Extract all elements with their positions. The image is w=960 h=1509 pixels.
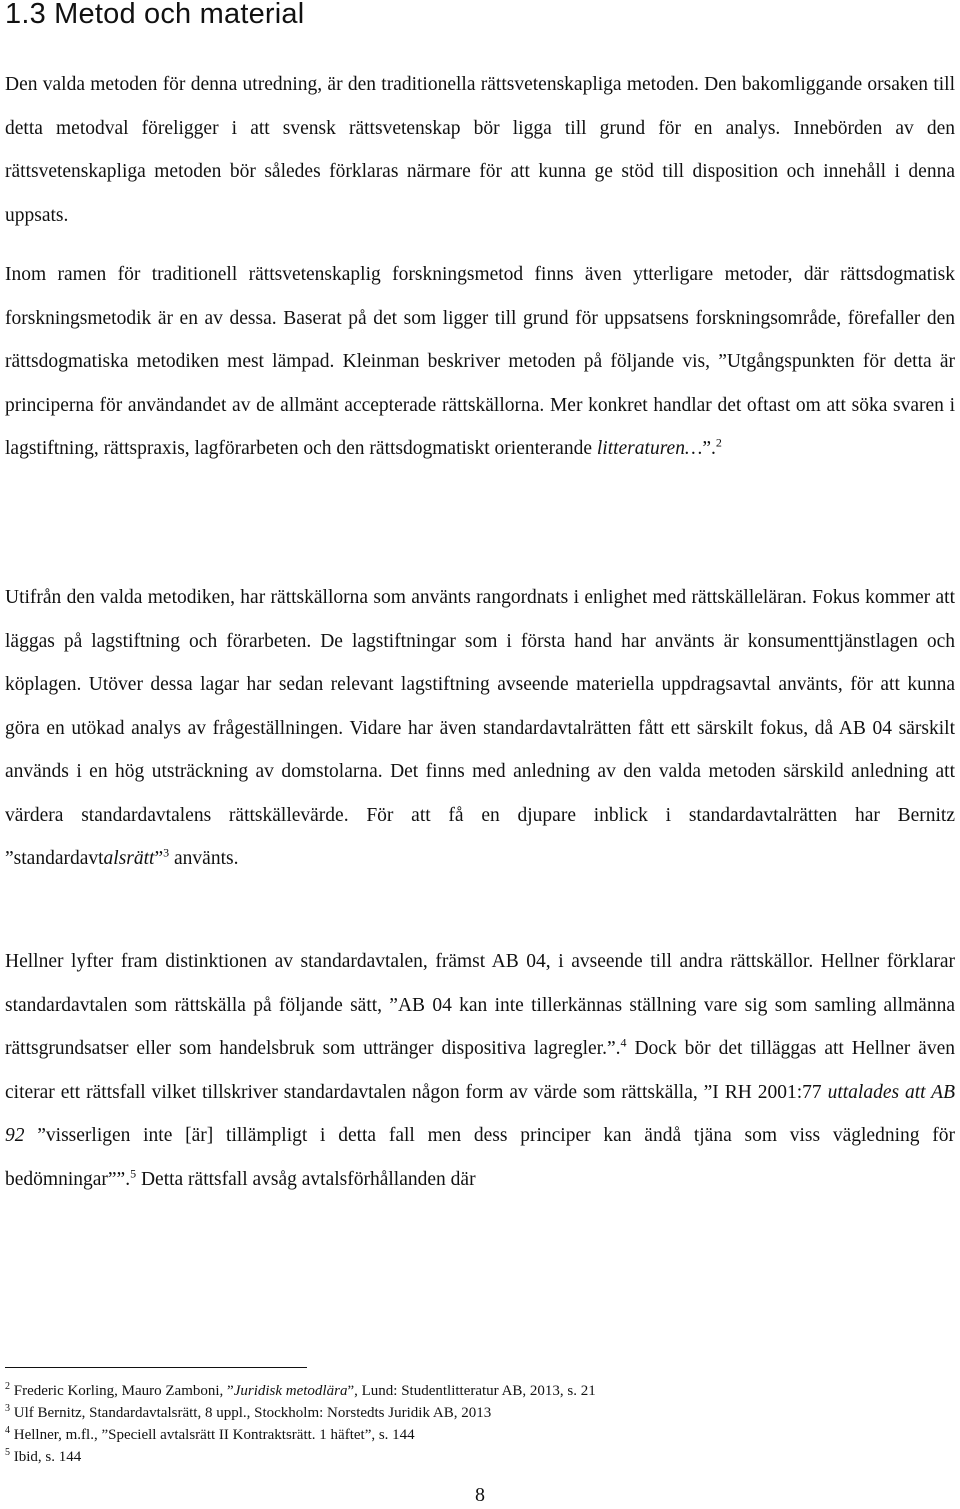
paragraph-4	[5, 940, 955, 1201]
paragraph-3-italic: alsrätt	[103, 848, 155, 869]
footnote-2	[5, 1380, 955, 1402]
footnote-ref-4[interactable]: 4	[620, 1035, 627, 1050]
paragraph-4-text-2: Dock bör det tilläggas att Hellner även citerar ett rättsfall vilket tillskriver standardavtalen någon form av värde som rättskälla, ”I RH 2001:77	[5, 1038, 955, 1103]
footnote-number: 2	[5, 1381, 10, 1392]
paragraph-1: Den valda metoden för denna utredning, är den traditionella rättsvetenskapliga metoden. Den bakomliggande orsaken till detta metodval föreligger i att svensk rättsvetenskap bör ligga till grund för en analys. Innebörden av den rättsvetenskapliga metoden bör således förklaras närmare för att kunna ge stöd till disposition och innehåll i denna uppsats.	[5, 74, 955, 226]
paragraph-3-quote-end: ”	[154, 848, 164, 869]
footnote-number: 4	[5, 1425, 10, 1436]
footnote-number: 5	[5, 1447, 10, 1458]
paragraph-4-tail: Detta rättsfall avsåg avtalsförhållanden där	[136, 1168, 476, 1190]
footnote-text: Ibid, s. 144	[10, 1449, 82, 1465]
footnote-text-tail: ”, Lund: Studentlitteratur AB, 2013, s. 21	[347, 1383, 596, 1399]
footnote-3	[5, 1402, 955, 1424]
paragraph-2-quote-end: ”.	[702, 438, 716, 459]
paragraph-4-text: Hellner lyfter fram distinktionen av standardavtalen, främst AB 04, i avseende till andra rättskällor. Hellner förklarar standardavtalen som rättskälla på följande sätt, ”AB 04 kan inte tillerkännas ställning vare sig som samling allmänna rättsgrundsatser eller som handelsbruk som uttränger dispositiva lagregler.”.	[5, 951, 955, 1059]
footnote-ref-3[interactable]: 3	[163, 845, 170, 860]
footnote-text: Frederic Korling, Mauro Zamboni, ”	[10, 1383, 234, 1399]
footnote-number: 3	[5, 1403, 10, 1414]
paragraph-3	[5, 576, 955, 881]
footnote-ref-5[interactable]: 5	[130, 1166, 137, 1180]
paragraph-2-text: Inom ramen för traditionell rättsvetenskaplig forskningsmetod finns även ytterligare metoder, där rättsdogmatisk forskningsmetodik är en av dessa. Baserat på det som ligger till grund för uppsatsens forskningsområde, förefaller den rättsdogmatiska metodiken mest lämpad. Kleinman beskriver metoden på följande vis, ”Utgångspunkten för detta är principerna för användandet av de allmänt accepterade rättskällorna. Mer konkret handlar det oftast om att söka svaren i lagstiftning, rättspraxis, lagförarbeten och den rättsdogmatiskt orienterande	[5, 264, 955, 459]
footnote-divider	[5, 1367, 307, 1368]
paragraph-3-text: Utifrån den valda metodiken, har rättskällorna som använts rangordnats i enlighet med rättskälleläran. Fokus kommer att läggas på lagstiftning och förarbeten. De lagstiftningar som i första hand har använts är konsumenttjänstlagen och köplagen. Utöver dessa lagar har sedan relevant lagstiftning avseende materiella uppdragsavtal använts, för att kunna göra en utökad analys av frågeställningen. Vidare har även standardavtalrätten fått ett särskilt fokus, då AB 04 särskilt används i en hög utsträckning av domstolarna. Det finns med anledning av den valda metoden särskild anledning att värdera standardavtalens rättskällevärde. För att få en djupare inblick i standardavtalrätten har Bernitz ”standardavt	[5, 587, 955, 869]
footnote-text: Ulf Bernitz, Standardavtalsrätt, 8 uppl., Stockholm: Norstedts Juridik AB, 2013	[10, 1405, 492, 1421]
paragraph-2	[5, 253, 955, 471]
footnotes	[5, 1380, 955, 1468]
paragraph-4-italic: uttalades att AB 92	[5, 1081, 955, 1146]
paragraph-4-text-3: ”visserligen inte [är] tillämpligt i detta fall men dess principer kan ändå tjäna som viss vägledning för bedömningar””.	[5, 1125, 955, 1190]
paragraph-2-italic: litteraturen…	[596, 438, 703, 459]
paragraph-3-tail: använts.	[169, 848, 239, 869]
footnote-italic: Juridisk metodlära	[233, 1383, 348, 1399]
footnote-ref-2[interactable]: 2	[715, 435, 722, 450]
footnote-4	[5, 1424, 955, 1446]
footnote-5	[5, 1446, 955, 1468]
page-number: 8	[475, 1484, 485, 1506]
footnote-text: Hellner, m.fl., ”Speciell avtalsrätt II Kontraktsrätt. 1 häftet”, s. 144	[10, 1427, 415, 1443]
section-heading: 1.3 Metod och material	[5, 0, 305, 30]
